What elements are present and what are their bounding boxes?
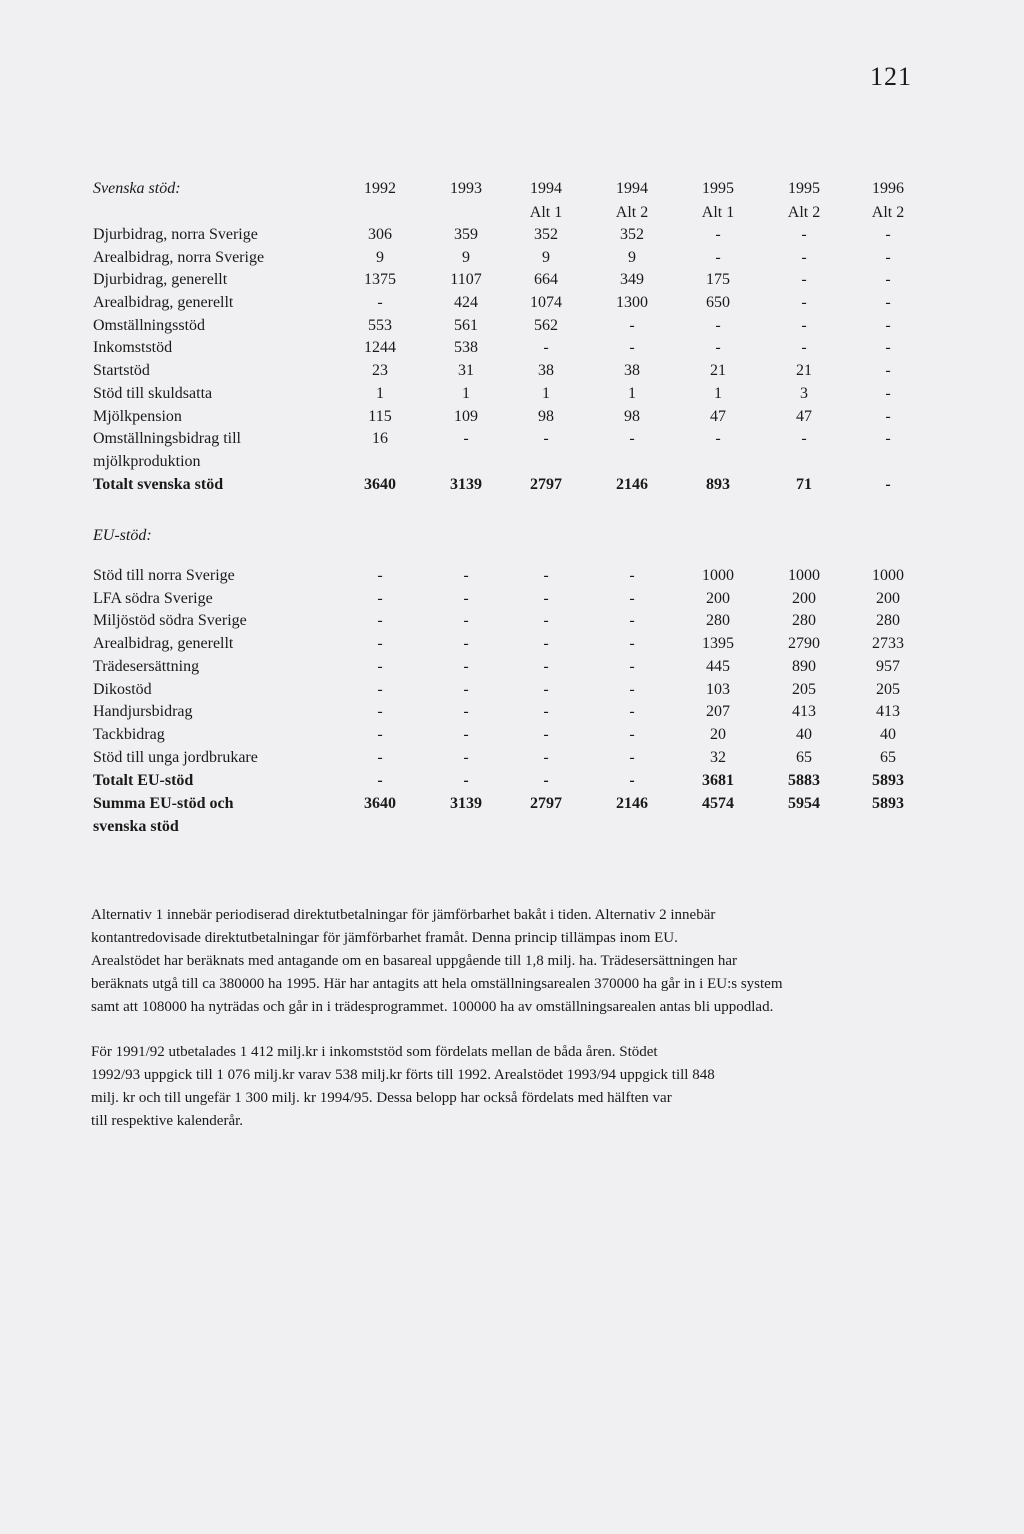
cell-value: - bbox=[885, 476, 891, 493]
cell-value: 21 bbox=[796, 362, 812, 379]
notes bbox=[91, 904, 991, 1133]
cell-value: 413 bbox=[876, 703, 900, 720]
cell-value: 5893 bbox=[872, 795, 904, 812]
cell-value: - bbox=[715, 339, 721, 356]
cell-value: 205 bbox=[876, 681, 900, 698]
row-label: Handjursbidrag bbox=[93, 703, 193, 720]
table-row bbox=[0, 317, 1024, 340]
table-row bbox=[0, 430, 1024, 453]
row-label: Totalt EU-stöd bbox=[93, 772, 194, 789]
cell-value: 38 bbox=[538, 362, 554, 379]
cell-value: 103 bbox=[706, 681, 730, 698]
row-label: Tackbidrag bbox=[93, 726, 165, 743]
cell-value: - bbox=[801, 339, 807, 356]
table-row bbox=[0, 658, 1024, 681]
table-row bbox=[0, 362, 1024, 385]
section-heading-eu: EU-stöd: bbox=[93, 527, 152, 544]
cell-value: - bbox=[463, 681, 469, 698]
row-label: mjölkproduktion bbox=[93, 453, 201, 470]
cell-value: 5883 bbox=[788, 772, 820, 789]
cell-value: - bbox=[715, 430, 721, 447]
note-line: Alternativ 1 innebär periodiserad direktutbetalningar för jämförbarhet bakåt i tiden. Alternativ 2 innebär bbox=[91, 907, 716, 923]
cell-value: 47 bbox=[710, 408, 726, 425]
column-header-year: 1994 bbox=[616, 180, 648, 197]
cell-value: 5893 bbox=[872, 772, 904, 789]
note-line: För 1991/92 utbetalades 1 412 milj.kr i inkomststöd som fördelats mellan de båda åren. Stödet bbox=[91, 1044, 658, 1060]
cell-value: 9 bbox=[628, 249, 636, 266]
cell-value: 413 bbox=[792, 703, 816, 720]
cell-value: 109 bbox=[454, 408, 478, 425]
cell-value: - bbox=[463, 430, 469, 447]
cell-value: - bbox=[801, 226, 807, 243]
row-label: Totalt svenska stöd bbox=[93, 476, 224, 493]
cell-value: 1000 bbox=[872, 567, 904, 584]
cell-value: 280 bbox=[876, 612, 900, 629]
cell-value: - bbox=[463, 635, 469, 652]
cell-value: 3 bbox=[800, 385, 808, 402]
cell-value: 2146 bbox=[616, 795, 648, 812]
cell-value: - bbox=[543, 612, 549, 629]
table-row bbox=[0, 226, 1024, 249]
cell-value: - bbox=[543, 658, 549, 675]
row-label: Summa EU-stöd och bbox=[93, 795, 234, 812]
table-row bbox=[0, 408, 1024, 431]
cell-value: - bbox=[543, 726, 549, 743]
table-row bbox=[0, 590, 1024, 613]
total-row-swedish bbox=[0, 476, 1024, 499]
cell-value: 3640 bbox=[364, 795, 396, 812]
column-header-alt: Alt 2 bbox=[787, 204, 821, 221]
column-header-year: 1993 bbox=[450, 180, 482, 197]
cell-value: 893 bbox=[706, 476, 730, 493]
cell-value: 3139 bbox=[450, 476, 482, 493]
cell-value: - bbox=[543, 749, 549, 766]
cell-value: - bbox=[885, 317, 891, 334]
cell-value: - bbox=[377, 726, 383, 743]
cell-value: 38 bbox=[624, 362, 640, 379]
cell-value: 20 bbox=[710, 726, 726, 743]
table-row bbox=[0, 339, 1024, 362]
table-row bbox=[0, 249, 1024, 272]
section-heading-swedish: Svenska stöd: bbox=[93, 180, 181, 197]
cell-value: 115 bbox=[368, 408, 392, 425]
row-label: svenska stöd bbox=[93, 818, 179, 835]
cell-value: 664 bbox=[534, 271, 558, 288]
cell-value: 205 bbox=[792, 681, 816, 698]
cell-value: 1 bbox=[376, 385, 384, 402]
cell-value: - bbox=[629, 317, 635, 334]
cell-value: - bbox=[715, 317, 721, 334]
cell-value: 538 bbox=[454, 339, 478, 356]
cell-value: 1074 bbox=[530, 294, 562, 311]
cell-value: - bbox=[885, 408, 891, 425]
cell-value: 98 bbox=[538, 408, 554, 425]
cell-value: - bbox=[543, 635, 549, 652]
cell-value: - bbox=[463, 590, 469, 607]
row-label: Stöd till skuldsatta bbox=[93, 385, 213, 402]
cell-value: - bbox=[629, 430, 635, 447]
cell-value: 2797 bbox=[530, 795, 562, 812]
cell-value: 650 bbox=[706, 294, 730, 311]
cell-value: - bbox=[377, 658, 383, 675]
cell-value: - bbox=[463, 726, 469, 743]
cell-value: 3681 bbox=[702, 772, 734, 789]
cell-value: - bbox=[801, 430, 807, 447]
table-row bbox=[0, 453, 1024, 476]
cell-value: - bbox=[885, 339, 891, 356]
note-paragraph-1 bbox=[91, 904, 991, 1019]
cell-value: - bbox=[543, 430, 549, 447]
cell-value: 890 bbox=[792, 658, 816, 675]
row-label: Mjölkpension bbox=[93, 408, 182, 425]
cell-value: 561 bbox=[454, 317, 478, 334]
row-label: Stöd till norra Sverige bbox=[93, 567, 235, 584]
cell-value: 207 bbox=[706, 703, 730, 720]
cell-value: 47 bbox=[796, 408, 812, 425]
cell-value: - bbox=[885, 362, 891, 379]
cell-value: - bbox=[629, 772, 635, 789]
cell-value: 424 bbox=[454, 294, 478, 311]
cell-value: 359 bbox=[454, 226, 478, 243]
cell-value: - bbox=[629, 590, 635, 607]
column-header-year: 1995 bbox=[702, 180, 734, 197]
table-row bbox=[0, 612, 1024, 635]
column-header-year: 1994 bbox=[530, 180, 562, 197]
cell-value: - bbox=[715, 249, 721, 266]
cell-value: - bbox=[543, 590, 549, 607]
row-label: Dikostöd bbox=[93, 681, 152, 698]
cell-value: 352 bbox=[620, 226, 644, 243]
cell-value: 21 bbox=[710, 362, 726, 379]
row-label: Inkomststöd bbox=[93, 339, 173, 356]
cell-value: - bbox=[885, 271, 891, 288]
total-row-eu bbox=[0, 772, 1024, 795]
column-header-year: 1996 bbox=[872, 180, 904, 197]
cell-value: 280 bbox=[706, 612, 730, 629]
cell-value: - bbox=[629, 681, 635, 698]
row-label: Omställningsbidrag till bbox=[93, 430, 241, 447]
cell-value: 175 bbox=[706, 271, 730, 288]
cell-value: - bbox=[463, 703, 469, 720]
cell-value: 1300 bbox=[616, 294, 648, 311]
column-header-year: 1995 bbox=[788, 180, 820, 197]
cell-value: 1 bbox=[714, 385, 722, 402]
note-line: beräknats utgå till ca 380000 ha 1995. Här har antagits att hela omställningsarealen 370000 ha går in i EU:s system bbox=[91, 976, 783, 992]
cell-value: - bbox=[801, 317, 807, 334]
cell-value: - bbox=[377, 681, 383, 698]
cell-value: 23 bbox=[372, 362, 388, 379]
grand-total-row bbox=[0, 795, 1024, 841]
cell-value: 9 bbox=[376, 249, 384, 266]
table-row bbox=[0, 726, 1024, 749]
cell-value: - bbox=[715, 226, 721, 243]
cell-value: - bbox=[463, 612, 469, 629]
cell-value: - bbox=[377, 567, 383, 584]
row-label: Startstöd bbox=[93, 362, 150, 379]
cell-value: 280 bbox=[792, 612, 816, 629]
cell-value: - bbox=[463, 772, 469, 789]
column-header-alt: Alt 1 bbox=[529, 204, 563, 221]
row-label: Djurbidrag, generellt bbox=[93, 271, 228, 288]
cell-value: - bbox=[377, 749, 383, 766]
cell-value: - bbox=[543, 339, 549, 356]
cell-value: - bbox=[629, 726, 635, 743]
cell-value: 553 bbox=[368, 317, 392, 334]
cell-value: 1 bbox=[542, 385, 550, 402]
cell-value: 352 bbox=[534, 226, 558, 243]
cell-value: 1244 bbox=[364, 339, 396, 356]
cell-value: 65 bbox=[796, 749, 812, 766]
cell-value: - bbox=[885, 249, 891, 266]
cell-value: - bbox=[801, 294, 807, 311]
cell-value: 3139 bbox=[450, 795, 482, 812]
cell-value: - bbox=[629, 339, 635, 356]
cell-value: 562 bbox=[534, 317, 558, 334]
note-line: milj. kr och till ungefär 1 300 milj. kr 1994/95. Dessa belopp har också fördelats med hälften var bbox=[91, 1090, 672, 1106]
table-row bbox=[0, 749, 1024, 772]
cell-value: - bbox=[543, 681, 549, 698]
cell-value: - bbox=[885, 226, 891, 243]
cell-value: 1000 bbox=[702, 567, 734, 584]
cell-value: 445 bbox=[706, 658, 730, 675]
cell-value: 1107 bbox=[450, 271, 482, 288]
note-line: 1992/93 uppgick till 1 076 milj.kr varav 538 milj.kr förts till 1992. Arealstödet 1993/94 uppgick till 848 bbox=[91, 1067, 715, 1083]
cell-value: 349 bbox=[620, 271, 644, 288]
cell-value: - bbox=[377, 703, 383, 720]
column-header-alt: Alt 2 bbox=[871, 204, 905, 221]
table-row bbox=[0, 567, 1024, 590]
cell-value: 957 bbox=[876, 658, 900, 675]
table-row bbox=[0, 703, 1024, 726]
cell-value: - bbox=[629, 635, 635, 652]
cell-value: 306 bbox=[368, 226, 392, 243]
cell-value: - bbox=[629, 612, 635, 629]
cell-value: 2733 bbox=[872, 635, 904, 652]
row-label: Djurbidrag, norra Sverige bbox=[93, 226, 258, 243]
cell-value: - bbox=[463, 567, 469, 584]
cell-value: 5954 bbox=[788, 795, 820, 812]
cell-value: 1375 bbox=[364, 271, 396, 288]
cell-value: 200 bbox=[792, 590, 816, 607]
row-label: Trädesersättning bbox=[93, 658, 200, 675]
cell-value: - bbox=[543, 772, 549, 789]
note-line: samt att 108000 ha nyträdas och går in i trädesprogrammet. 100000 ha av omställningsarealen antas bli uppodlad. bbox=[91, 999, 774, 1015]
cell-value: - bbox=[463, 749, 469, 766]
cell-value: - bbox=[629, 749, 635, 766]
cell-value: - bbox=[629, 703, 635, 720]
row-label: LFA södra Sverige bbox=[93, 590, 213, 607]
cell-value: 9 bbox=[542, 249, 550, 266]
cell-value: 1395 bbox=[702, 635, 734, 652]
cell-value: 3640 bbox=[364, 476, 396, 493]
note-line: kontantredovisade direktutbetalningar för jämförbarhet framåt. Denna princip tillämpas inom EU. bbox=[91, 930, 678, 946]
cell-value: - bbox=[377, 772, 383, 789]
cell-value: - bbox=[543, 703, 549, 720]
row-label: Stöd till unga jordbrukare bbox=[93, 749, 258, 766]
row-label: Arealbidrag, generellt bbox=[93, 635, 234, 652]
row-label: Arealbidrag, norra Sverige bbox=[93, 249, 265, 266]
note-paragraph-2 bbox=[91, 1041, 991, 1133]
cell-value: - bbox=[377, 590, 383, 607]
cell-value: 16 bbox=[372, 430, 388, 447]
note-line: till respektive kalenderår. bbox=[91, 1113, 244, 1129]
cell-value: - bbox=[463, 658, 469, 675]
cell-value: 32 bbox=[710, 749, 726, 766]
table-row bbox=[0, 635, 1024, 658]
cell-value: 1000 bbox=[788, 567, 820, 584]
cell-value: 71 bbox=[796, 476, 812, 493]
cell-value: 2797 bbox=[530, 476, 562, 493]
row-label: Miljöstöd södra Sverige bbox=[93, 612, 247, 629]
column-header-alt: Alt 1 bbox=[701, 204, 735, 221]
cell-value: - bbox=[377, 294, 383, 311]
cell-value: - bbox=[885, 430, 891, 447]
cell-value: - bbox=[629, 567, 635, 584]
table-row bbox=[0, 271, 1024, 294]
cell-value: 4574 bbox=[702, 795, 734, 812]
cell-value: 40 bbox=[796, 726, 812, 743]
table-row bbox=[0, 294, 1024, 317]
page-number: 121 bbox=[870, 62, 912, 91]
cell-value: 9 bbox=[462, 249, 470, 266]
row-label: Arealbidrag, generellt bbox=[93, 294, 234, 311]
cell-value: - bbox=[629, 658, 635, 675]
cell-value: 200 bbox=[876, 590, 900, 607]
cell-value: - bbox=[801, 249, 807, 266]
cell-value: 1 bbox=[628, 385, 636, 402]
cell-value: - bbox=[801, 271, 807, 288]
note-line: Arealstödet har beräknats med antagande om en basareal uppgående till 1,8 milj. ha. Trädesersättningen har bbox=[91, 953, 738, 969]
row-label: Omställningsstöd bbox=[93, 317, 206, 334]
cell-value: 31 bbox=[458, 362, 474, 379]
cell-value: - bbox=[377, 635, 383, 652]
cell-value: 2790 bbox=[788, 635, 820, 652]
cell-value: 98 bbox=[624, 408, 640, 425]
cell-value: 2146 bbox=[616, 476, 648, 493]
column-header-year: 1992 bbox=[364, 180, 396, 197]
column-header-alt: Alt 2 bbox=[615, 204, 649, 221]
cell-value: 65 bbox=[880, 749, 896, 766]
table-row bbox=[0, 385, 1024, 408]
cell-value: 1 bbox=[462, 385, 470, 402]
cell-value: - bbox=[885, 385, 891, 402]
cell-value: - bbox=[543, 567, 549, 584]
cell-value: - bbox=[885, 294, 891, 311]
cell-value: 40 bbox=[880, 726, 896, 743]
cell-value: - bbox=[377, 612, 383, 629]
cell-value: 200 bbox=[706, 590, 730, 607]
table-row bbox=[0, 681, 1024, 704]
